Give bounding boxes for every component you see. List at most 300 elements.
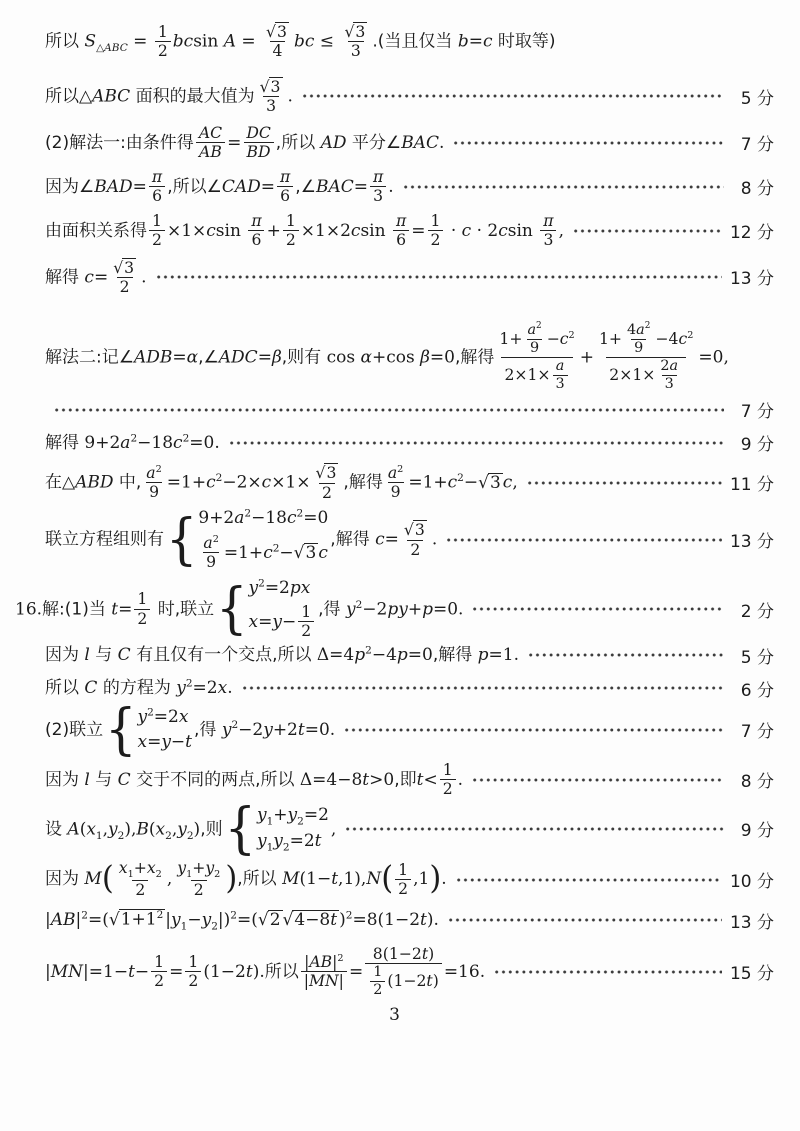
fraction — [143, 464, 165, 502]
superscript: 2 — [568, 330, 575, 342]
line-content — [45, 22, 556, 61]
math-run: ,1 — [413, 869, 430, 890]
line-method2-cos-equation — [45, 322, 774, 393]
math-run: ) — [193, 818, 201, 839]
math-run: , — [512, 472, 518, 493]
score-label: 7 分 — [740, 722, 774, 743]
dotted-leader — [243, 686, 724, 690]
math-variable: c — [461, 220, 472, 241]
subscript: 2 — [186, 829, 194, 842]
line-content — [45, 677, 233, 699]
subscript: 1 — [95, 829, 103, 842]
text-run: 交于不同的两点,所以 — [130, 769, 300, 790]
math-variable: BAC — [315, 176, 354, 197]
radicand — [413, 520, 427, 539]
line-simultaneous-system — [45, 508, 774, 571]
fraction — [440, 761, 456, 799]
radical-sign-icon: √ — [113, 257, 124, 277]
math-variable: p — [422, 599, 433, 620]
text-run: 与 — [89, 645, 118, 666]
math-variable: y — [256, 804, 267, 825]
radicand — [122, 258, 136, 277]
denominator — [540, 230, 556, 249]
math-variable: t — [245, 961, 253, 982]
math-run: . — [438, 132, 445, 153]
math-variable: M — [84, 869, 102, 890]
math-variable: MN — [50, 961, 84, 982]
math-variable: BAC — [401, 132, 439, 153]
fraction — [596, 322, 696, 393]
math-variable: c — [261, 472, 272, 493]
math-run: − — [134, 961, 150, 982]
denominator — [395, 879, 411, 898]
math-run: ×1× — [271, 472, 311, 493]
superscript: 2 — [155, 463, 162, 475]
math-run: 3 — [373, 186, 384, 206]
math-variable: A — [67, 818, 80, 839]
denominator — [191, 880, 207, 899]
math-run: 1 — [188, 951, 199, 971]
numerator — [496, 322, 577, 357]
math-run: =0 — [303, 508, 329, 529]
fraction — [263, 22, 292, 61]
math-variable: l — [84, 769, 90, 790]
math-run: 3 — [326, 463, 337, 483]
math-variable: C — [117, 769, 131, 790]
line-max-area-value — [45, 77, 774, 116]
equation-system — [166, 508, 328, 571]
radical-sign-icon: √ — [344, 22, 355, 41]
math-run: + — [273, 804, 288, 825]
math-run: = — [227, 132, 242, 153]
numerator — [393, 212, 409, 230]
system-row — [257, 831, 322, 853]
numerator — [174, 859, 223, 880]
math-variable: t — [111, 599, 119, 620]
dotted-leader — [230, 441, 724, 445]
math-variable: x — [217, 678, 228, 699]
superscript: 2 — [244, 507, 252, 520]
fraction — [370, 168, 386, 206]
fraction — [553, 358, 568, 393]
math-run: +2 — [272, 719, 298, 740]
math-run: −18 — [251, 508, 287, 529]
math-run: + — [266, 220, 281, 241]
dotted-leader — [574, 229, 722, 233]
radical — [260, 77, 283, 96]
math-run: | — [338, 971, 344, 991]
numerator — [301, 953, 346, 971]
math-run: (1−2 — [203, 961, 246, 982]
math-run: 2 — [119, 276, 130, 296]
math-variable: ADB — [133, 347, 173, 368]
math-run: 4−8 — [294, 909, 331, 930]
text-run: 所以 — [45, 678, 85, 699]
subscript: 2 — [155, 869, 162, 881]
dotted-leader — [473, 778, 724, 782]
numerator — [540, 212, 556, 230]
text-run: ,解得 — [432, 645, 478, 666]
math-variable: a — [669, 358, 679, 375]
math-run: ). — [426, 909, 439, 930]
math-run: 9 — [206, 552, 217, 572]
superscript: 2 — [272, 541, 280, 554]
big-paren: ) — [225, 860, 238, 898]
math-run: + — [192, 858, 206, 878]
superscript: 2 — [687, 330, 694, 342]
text-run: 因为 — [45, 769, 85, 790]
math-run: +cos — [371, 347, 421, 368]
superscript: 2 — [185, 677, 193, 690]
math-run: 2 — [321, 482, 332, 502]
math-run: 3 — [489, 472, 501, 493]
math-run: = — [132, 176, 147, 197]
fraction — [313, 463, 342, 502]
fraction — [624, 322, 653, 357]
line-solve-c-method1 — [45, 258, 774, 297]
math-variable: a — [203, 532, 213, 552]
math-variable: c — [263, 542, 273, 563]
text-run: ,∠ — [295, 176, 316, 197]
math-run: 3 — [355, 22, 366, 41]
math-run: ×1×2 — [300, 220, 351, 241]
math-run: 2×1× — [609, 365, 656, 385]
math-run: 1 — [154, 951, 165, 971]
math-variable: x — [178, 706, 189, 727]
math-run: 3 — [664, 376, 674, 393]
math-run: + — [407, 599, 423, 620]
denominator — [348, 41, 364, 60]
math-variable: c — [84, 266, 94, 287]
text-run: 时取等) — [492, 31, 556, 52]
math-run: 4 — [272, 41, 283, 61]
numerator — [657, 358, 681, 375]
denominator — [662, 375, 677, 393]
math-variable: y — [176, 678, 186, 699]
fraction — [540, 212, 556, 250]
math-variable: π — [543, 210, 554, 230]
denominator — [606, 357, 686, 393]
line-content — [45, 168, 394, 206]
math-run: ≤ — [314, 31, 340, 52]
math-run: ×1× — [166, 220, 207, 241]
big-paren: ) — [429, 860, 442, 898]
math-run: sin — [193, 31, 224, 52]
text-run: 解:(1)当 — [42, 599, 112, 620]
system-rows — [198, 508, 328, 571]
math-run: , — [558, 220, 564, 241]
denominator — [631, 339, 646, 357]
denominator — [270, 41, 286, 60]
numerator — [263, 22, 292, 41]
math-variable: c — [173, 432, 183, 453]
fraction — [496, 322, 577, 393]
line-vieta — [45, 795, 774, 861]
equation-system — [105, 696, 193, 762]
math-variable: l — [84, 645, 90, 666]
radicand — [292, 910, 339, 931]
denominator — [319, 483, 335, 502]
system-rows — [137, 707, 192, 753]
denominator — [134, 609, 150, 628]
superscript: 2 — [81, 909, 88, 922]
radicand — [275, 22, 289, 41]
radical-sign-icon: √ — [259, 76, 270, 96]
math-variable: c — [287, 508, 297, 529]
math-run: 2 — [193, 880, 204, 900]
math-run: 8(1−2 — [372, 943, 422, 963]
math-variable: a — [120, 432, 131, 453]
math-run: |=1− — [83, 961, 129, 982]
line-content — [45, 212, 564, 250]
math-run: = — [348, 961, 364, 982]
text-run: 由面积关系得 — [45, 220, 147, 241]
text-run: ,即 — [394, 769, 417, 790]
denominator — [132, 880, 148, 899]
superscript: 2 — [355, 598, 363, 611]
text-run: 平分∠ — [346, 132, 402, 153]
math-variable: t — [314, 831, 322, 852]
math-run: = — [384, 529, 399, 550]
score-label: 9 分 — [740, 821, 774, 842]
superscript: 2 — [182, 432, 190, 445]
math-variable: t — [416, 769, 424, 790]
math-run: + — [579, 347, 594, 368]
math-variable: y — [263, 719, 273, 740]
math-variable: y — [108, 818, 118, 839]
math-run: 4 — [627, 322, 637, 339]
fraction — [657, 358, 681, 393]
math-run: ) — [339, 909, 346, 930]
dotted-leader — [528, 481, 722, 485]
math-variable: c — [447, 472, 458, 493]
brace-icon: { — [166, 506, 198, 572]
math-run: 2 — [398, 879, 409, 899]
radicand — [269, 77, 283, 96]
line-ab-squared — [45, 908, 774, 933]
math-run: =0 — [429, 347, 455, 368]
radical — [316, 463, 339, 482]
denominator — [301, 971, 347, 990]
math-run: ) — [432, 971, 439, 991]
math-run: , — [166, 869, 173, 890]
fraction — [196, 124, 225, 162]
fraction — [151, 953, 167, 991]
math-run: =1+ — [223, 542, 264, 563]
fraction — [393, 212, 409, 250]
subscript: 2 — [117, 829, 125, 842]
math-variable: t — [185, 732, 193, 753]
math-run: 3 — [277, 22, 287, 41]
math-variable: y — [345, 599, 356, 620]
numerator — [341, 22, 370, 41]
math-variable: y — [272, 611, 282, 632]
fraction — [401, 520, 430, 559]
text-run: ,∠ — [198, 347, 219, 368]
math-run: 2 — [430, 230, 441, 250]
numerator — [395, 861, 411, 879]
brace-icon: { — [224, 795, 256, 861]
math-run: 1 — [152, 210, 162, 230]
math-run: 1 — [285, 210, 296, 230]
denominator — [155, 41, 171, 60]
math-run: −2 — [362, 599, 388, 620]
dotted-leader — [454, 141, 724, 145]
superscript: 2 — [147, 706, 154, 719]
math-run: =0. — [304, 719, 336, 740]
line-content — [45, 945, 485, 999]
math-run: 1+1 — [120, 909, 157, 930]
math-variable: ADC — [218, 347, 258, 368]
math-variable: M — [282, 869, 300, 890]
math-run: ) — [428, 943, 435, 963]
math-variable: t — [421, 943, 429, 963]
fraction — [116, 859, 165, 899]
math-variable: c — [482, 31, 493, 52]
system-row — [137, 732, 192, 752]
math-run: =0 — [407, 645, 433, 666]
math-run: =1+ — [166, 472, 207, 493]
line-content — [45, 859, 447, 899]
line-angles — [45, 168, 774, 206]
text-run: 中, — [113, 472, 142, 493]
math-variable: π — [251, 210, 262, 230]
math-run: ). — [252, 961, 265, 982]
math-run: 2 — [269, 909, 281, 930]
fraction — [301, 953, 347, 991]
denominator — [277, 186, 293, 205]
system-row — [257, 805, 329, 827]
score-label: 7 分 — [740, 402, 774, 423]
dotted-leader — [55, 408, 724, 412]
math-variable: t — [362, 769, 370, 790]
math-variable: A — [223, 31, 236, 52]
numerator — [257, 77, 286, 96]
math-run: = — [118, 599, 133, 620]
math-run: 6 — [396, 230, 407, 250]
math-variable: px — [289, 577, 311, 598]
subscript: 1 — [180, 920, 188, 933]
math-run: Δ=4−8 — [299, 769, 363, 790]
score-label: 9 分 — [740, 435, 774, 456]
numerator — [277, 168, 293, 186]
superscript: 2 — [536, 321, 542, 332]
denominator — [388, 482, 404, 501]
system-row — [249, 578, 311, 598]
system-rows — [249, 578, 317, 641]
line-content — [45, 761, 463, 799]
line-discriminant-p — [45, 643, 774, 668]
text-run: 解得 — [45, 432, 85, 453]
math-run: =2 — [264, 577, 290, 598]
math-run: 9+2 — [84, 432, 121, 453]
text-run: 解法二:记∠ — [45, 347, 134, 368]
math-run: = — [468, 31, 483, 52]
denominator — [365, 963, 442, 999]
math-run: 2 — [135, 880, 146, 900]
dotted-leader — [457, 878, 722, 882]
math-run: 2 — [373, 982, 383, 999]
math-variable: y — [248, 577, 259, 598]
math-run: 2 — [660, 358, 670, 375]
math-variable: ABC — [92, 86, 131, 107]
math-variable: c — [678, 329, 688, 349]
math-run: − — [187, 909, 202, 930]
superscript: 2 — [345, 909, 353, 922]
numerator — [143, 464, 165, 482]
denominator — [393, 230, 409, 249]
math-variable: c — [318, 542, 328, 563]
math-variable: AC — [198, 122, 223, 142]
numerator — [596, 322, 696, 357]
math-variable: AD — [320, 132, 347, 153]
score-label: 8 分 — [740, 179, 774, 200]
fraction — [257, 77, 286, 116]
math-run: =1+ — [408, 472, 448, 493]
math-variable: t — [420, 909, 427, 930]
math-variable: y — [256, 831, 267, 852]
numerator — [243, 124, 273, 142]
numerator — [370, 168, 386, 186]
system-row — [137, 707, 188, 727]
denominator — [244, 142, 274, 161]
math-variable: p — [396, 645, 408, 666]
radicand — [268, 910, 283, 931]
math-run: 1 — [398, 859, 409, 879]
denominator — [185, 971, 201, 990]
math-run: = — [127, 31, 153, 52]
text-run: ,解得 — [330, 529, 376, 550]
math-run: 2 — [157, 40, 168, 60]
math-run: sin — [215, 220, 247, 241]
math-run: 2 — [442, 779, 453, 799]
math-run: 3 — [124, 257, 135, 277]
subscript: 2 — [297, 814, 304, 827]
math-run: 2 — [188, 971, 199, 991]
denominator — [146, 482, 162, 501]
math-variable: C — [117, 645, 131, 666]
score-label: 11 分 — [729, 475, 774, 496]
text-run: 解得 — [45, 266, 85, 287]
denominator — [298, 621, 314, 640]
math-run: = — [93, 266, 109, 287]
superscript: 2 — [337, 952, 344, 964]
math-run: (1− — [299, 869, 332, 890]
math-variable: bc — [172, 31, 194, 52]
superscript: 2 — [457, 472, 464, 485]
line-leader-only — [45, 397, 774, 422]
math-variable: y — [177, 858, 187, 878]
text-run: 因为 — [45, 869, 85, 890]
math-run: , — [171, 818, 178, 839]
line-area-relation — [45, 212, 774, 250]
math-variable: C — [84, 678, 98, 699]
brace-icon: { — [105, 696, 137, 762]
math-variable: c — [559, 329, 569, 349]
math-variable: p — [354, 645, 366, 666]
subscript: 2 — [282, 841, 290, 854]
math-variable: α — [360, 347, 372, 368]
text-run: 设 — [45, 818, 68, 839]
line-content — [45, 432, 220, 454]
math-variable: t — [426, 971, 433, 991]
numerator — [524, 322, 544, 339]
math-run: 3 — [414, 520, 425, 540]
line-in-triangle-abd — [45, 463, 774, 502]
math-variable: N — [366, 869, 382, 890]
math-run: = — [172, 347, 187, 368]
numerator — [283, 212, 299, 230]
